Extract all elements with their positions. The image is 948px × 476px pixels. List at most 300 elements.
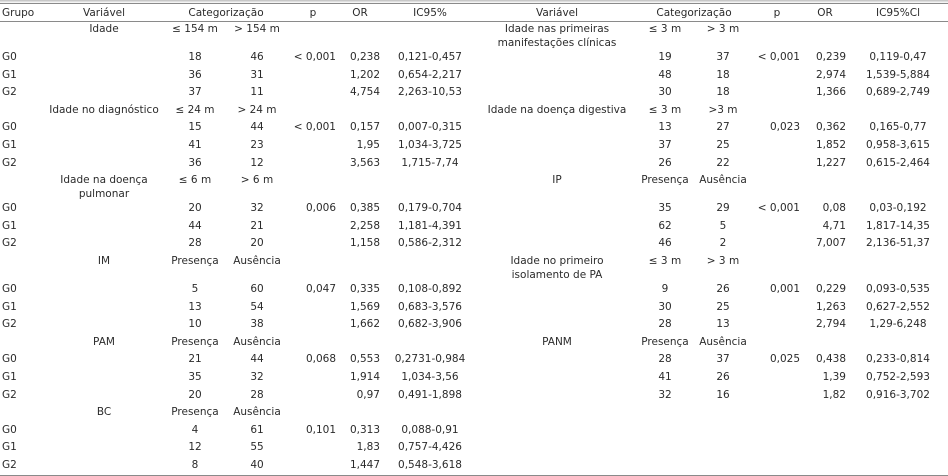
cell-p-left: 0,006: [305, 202, 336, 215]
cell-or-right: 1,366: [815, 86, 846, 99]
cell-variavel-right: [478, 405, 636, 423]
cell-cat2-left: > 154 m: [234, 23, 280, 35]
cell-ic95cl-right: [848, 22, 948, 51]
cell-cat2-right: 18: [716, 68, 730, 81]
cell-ic95cl-right: 0,916-3,702: [866, 388, 930, 401]
cell-cat1-right: ≤ 3 m: [648, 103, 682, 116]
cell-or-left: 1,95: [356, 138, 380, 151]
cell-variavel-right: [478, 440, 636, 458]
cell-ic95-left: [382, 173, 478, 201]
cell-cat2-left: 55: [250, 441, 264, 454]
cell-cat2-left: 44: [250, 121, 264, 134]
cell-ic95-left: 0,121-0,457: [398, 51, 462, 63]
cell-or-right: 1,852: [815, 138, 846, 151]
cell-variavel-left: [44, 423, 164, 441]
cell-cat1-left: 5: [191, 282, 199, 295]
cell-cat1-right: [636, 423, 694, 441]
cell-cat1-right: 62: [658, 219, 672, 232]
cell-cat1-right: 19: [658, 51, 672, 63]
cell-cat1-left: ≤ 6 m: [178, 174, 212, 187]
cell-cat1-left: Presença: [171, 406, 219, 419]
cell-variavel-right: [478, 423, 636, 441]
cell-cat2-right: 37: [716, 51, 730, 63]
cell-ic95cl-right: [848, 335, 948, 353]
cell-or-right: 2,794: [815, 318, 846, 331]
cell-cat2-left: > 24 m: [237, 103, 277, 116]
cell-cat1-left: Presença: [171, 254, 219, 267]
cell-ic95-left: [382, 254, 478, 282]
cell-grupo: G0: [2, 282, 17, 295]
cell-cat1-right: ≤ 3 m: [648, 23, 682, 35]
cell-or-left: 0,385: [349, 202, 380, 215]
cell-or-left: 1,662: [349, 318, 380, 331]
cell-or-right: 0,239: [815, 51, 846, 63]
cell-cat1-left: 36: [188, 68, 202, 81]
cell-grupo: G2: [2, 388, 17, 401]
cell-variavel-left: [44, 50, 164, 68]
cell-grupo: G2: [2, 86, 17, 99]
header-variavel-left: Variável: [44, 4, 164, 22]
cell-cat2-left: Ausência: [233, 254, 281, 267]
cell-p-left: [288, 458, 338, 476]
cell-cat1-left: 15: [188, 121, 202, 134]
cell-cat1-right: 28: [658, 318, 672, 331]
table-row: [0, 236, 948, 254]
cell-variavel-right: Idade na doença digestiva: [487, 103, 627, 116]
header-or-right: OR: [802, 4, 848, 22]
cell-or-left: 0,335: [349, 282, 380, 295]
table-row: [0, 370, 948, 388]
cell-cat1-left: 44: [188, 219, 202, 232]
cell-ic95cl-right: 0,119-0,47: [869, 51, 927, 63]
cell-ic95cl-right: 0,03-0,192: [869, 202, 927, 215]
cell-ic95cl-right: [848, 423, 948, 441]
cell-p-left: [288, 173, 338, 201]
cell-variavel-left: [44, 156, 164, 174]
results-table: [0, 3, 948, 476]
cell-ic95-left: 0,088-0,91: [401, 423, 459, 436]
cell-grupo: G0: [2, 353, 17, 366]
cell-cat2-left: 11: [250, 86, 264, 99]
cell-or-left: 1,914: [349, 370, 380, 383]
cell-cat1-left: 21: [188, 353, 202, 366]
cell-or-right: 1,227: [815, 156, 846, 169]
cell-grupo: G1: [2, 300, 17, 313]
cell-or-left: [338, 103, 382, 121]
cell-ic95-left: 0,548-3,618: [382, 458, 478, 476]
cell-p-right: 0,023: [769, 121, 800, 134]
table-row: [0, 68, 948, 86]
cell-or-left: 0,97: [356, 388, 380, 401]
cell-grupo: G1: [2, 138, 17, 151]
cell-p-right: [752, 458, 802, 476]
cell-cat1-left: 36: [188, 156, 202, 169]
cell-p-left: < 0,001: [293, 121, 336, 134]
cell-p-right: [752, 423, 802, 441]
cell-cat1-right: 37: [658, 138, 672, 151]
cell-grupo: G0: [2, 423, 17, 436]
cell-cat2-left: 31: [250, 68, 264, 81]
cell-or-left: [338, 405, 382, 423]
cell-or-right: 1,39: [822, 370, 846, 383]
cell-p-right: [752, 370, 802, 388]
cell-cat2-left: > 6 m: [240, 174, 274, 187]
cell-or-right: 1,82: [822, 388, 846, 401]
header-categorizacao-right: Categorização: [636, 4, 752, 22]
cell-or-left: [338, 173, 382, 201]
cell-p-left: [288, 335, 338, 353]
cell-grupo: G2: [0, 458, 44, 476]
cell-variavel-right: [478, 138, 636, 156]
cell-p-left: [288, 317, 338, 335]
cell-ic95cl-right: 2,136-51,37: [866, 237, 930, 250]
cell-p-left: [288, 138, 338, 156]
header-categorizacao-left: Categorização: [164, 4, 288, 22]
table-row: [0, 254, 948, 282]
table-row: [0, 440, 948, 458]
header-ic95-left: IC95%: [382, 4, 478, 22]
cell-or-left: [338, 22, 382, 51]
cell-or-right: 7,007: [815, 237, 846, 250]
cell-ic95-left: 0,2731-0,984: [394, 353, 466, 366]
cell-variavel-left: [44, 300, 164, 318]
cell-cat2-left: 38: [250, 318, 264, 331]
cell-or-right: 0,362: [815, 121, 846, 134]
cell-variavel-right: [478, 85, 636, 103]
table-row: [0, 423, 948, 441]
cell-p-left: [288, 440, 338, 458]
cell-or-right: 2,974: [815, 68, 846, 81]
cell-variavel-left: [44, 236, 164, 254]
header-variavel-right: Variável: [478, 4, 636, 22]
cell-or-left: 1,202: [349, 68, 380, 81]
cell-cat2-left: 44: [250, 353, 264, 366]
cell-cat1-right: 30: [658, 300, 672, 313]
cell-variavel-right: [478, 68, 636, 86]
cell-p-left: [288, 103, 338, 121]
cell-ic95-left: 1,034-3,56: [401, 370, 459, 383]
table-row: [0, 120, 948, 138]
cell-variavel-left: [44, 458, 164, 476]
cell-cat2-right: 26: [716, 282, 730, 295]
cell-or-right: [802, 405, 848, 423]
cell-cat2-left: 21: [250, 219, 264, 232]
cell-p-left: [288, 370, 338, 388]
cell-cat1-left: 35: [188, 370, 202, 383]
cell-p-right: [752, 236, 802, 254]
cell-cat1-left: 41: [188, 138, 202, 151]
cell-variavel-right: [478, 50, 636, 68]
header-p-right: p: [752, 4, 802, 22]
cell-p-right: [752, 103, 802, 121]
cell-ic95cl-right: 0,615-2,464: [866, 156, 930, 169]
cell-cat2-left: 32: [250, 202, 264, 215]
cell-variavel-left: [44, 388, 164, 406]
cell-or-left: 0,313: [349, 423, 380, 436]
cell-cat1-right: ≤ 3 m: [648, 254, 682, 267]
cell-p-right: [752, 440, 802, 458]
cell-ic95-left: [382, 22, 478, 51]
cell-cat2-left: 54: [250, 300, 264, 313]
table-row: [0, 156, 948, 174]
cell-p-right: [752, 68, 802, 86]
cell-variavel-right: [478, 201, 636, 219]
cell-cat2-right: [694, 458, 752, 476]
cell-p-left: [288, 300, 338, 318]
cell-cat2-right: Ausência: [699, 174, 747, 187]
table-row: [0, 85, 948, 103]
cell-or-left: 1,569: [349, 300, 380, 313]
cell-ic95-left: 0,007-0,315: [398, 121, 462, 134]
cell-cat2-left: Ausência: [233, 335, 281, 348]
table-row: [0, 335, 948, 353]
cell-cat1-right: 26: [658, 156, 672, 169]
cell-variavel-right: [478, 219, 636, 237]
cell-cat2-right: [694, 440, 752, 458]
cell-cat1-right: Presença: [641, 335, 689, 348]
cell-ic95-left: 1,034-3,725: [398, 138, 462, 151]
cell-p-right: 0,025: [769, 353, 800, 366]
cell-cat2-left: 60: [250, 282, 264, 295]
header-row: [0, 4, 948, 22]
cell-variavel-left: [44, 440, 164, 458]
cell-or-left: 2,258: [349, 219, 380, 232]
cell-ic95-left: 1,181-4,391: [398, 219, 462, 232]
cell-p-left: [288, 156, 338, 174]
header-ic95cl-right: IC95%Cl: [848, 4, 948, 22]
cell-or-right: 4,71: [822, 219, 846, 232]
cell-grupo: G1: [2, 441, 17, 454]
cell-variavel-left: [44, 85, 164, 103]
header-grupo: Grupo: [0, 4, 44, 22]
cell-ic95cl-right: 1,539-5,884: [866, 68, 930, 81]
cell-or-right: [802, 458, 848, 476]
table-row: [0, 300, 948, 318]
cell-grupo: [0, 173, 44, 201]
cell-cat1-right: 46: [658, 237, 672, 250]
cell-variavel-left: Idade: [89, 23, 119, 35]
table-row: [0, 50, 948, 68]
cell-p-left: [288, 388, 338, 406]
cell-cat1-right: 28: [658, 353, 672, 366]
cell-or-right: [802, 254, 848, 282]
cell-p-left: < 0,001: [293, 51, 336, 63]
table-row: [0, 405, 948, 423]
cell-cat2-right: Ausência: [699, 335, 747, 348]
cell-cat1-left: 20: [188, 202, 202, 215]
cell-p-left: [288, 405, 338, 423]
table-row: [0, 458, 948, 476]
cell-cat2-right: 2: [719, 237, 727, 250]
table-row: [0, 317, 948, 335]
cell-ic95-left: 0,586-2,312: [398, 237, 462, 250]
cell-or-left: 1,447: [338, 458, 382, 476]
cell-or-left: 4,754: [349, 86, 380, 99]
cell-or-left: 0,553: [349, 353, 380, 366]
cell-ic95cl-right: 0,752-2,593: [866, 370, 930, 383]
cell-ic95-left: [382, 405, 478, 423]
cell-cat2-left: 46: [250, 51, 264, 63]
cell-or-right: [802, 173, 848, 201]
cell-variavel-right: PANM: [542, 335, 572, 348]
table-row: [0, 103, 948, 121]
cell-grupo: G0: [2, 51, 17, 63]
cell-variavel-right: [478, 458, 636, 476]
cell-ic95cl-right: [848, 458, 948, 476]
cell-grupo: [0, 103, 44, 121]
cell-cat2-right: 25: [716, 300, 730, 313]
cell-p-right: [752, 85, 802, 103]
cell-ic95-left: [382, 335, 478, 353]
cell-ic95cl-right: 1,817-14,35: [866, 219, 930, 232]
cell-ic95-left: 0,179-0,704: [398, 202, 462, 215]
cell-or-right: [802, 22, 848, 51]
cell-variavel-left: [44, 68, 164, 86]
cell-p-left: 0,101: [305, 423, 336, 436]
cell-cat2-left: 12: [250, 156, 264, 169]
cell-ic95-left: 0,682-3,906: [398, 318, 462, 331]
cell-cat2-right: [694, 405, 752, 423]
cell-cat1-right: 30: [658, 86, 672, 99]
cell-ic95cl-right: [848, 440, 948, 458]
cell-variavel-left: [44, 201, 164, 219]
cell-p-left: 0,047: [305, 282, 336, 295]
cell-cat2-right: 26: [716, 370, 730, 383]
cell-cat1-right: [636, 458, 694, 476]
cell-or-left: 1,83: [356, 441, 380, 454]
cell-variavel-left: [44, 120, 164, 138]
cell-grupo: G0: [2, 121, 17, 134]
cell-or-left: 0,157: [349, 121, 380, 134]
cell-cat2-right: 18: [716, 86, 730, 99]
cell-variavel-right: [478, 120, 636, 138]
cell-cat1-left: ≤ 154 m: [172, 23, 218, 35]
cell-grupo: G1: [2, 68, 17, 81]
cell-cat2-right: > 3 m: [706, 23, 740, 35]
cell-p-right: [752, 317, 802, 335]
table-row: [0, 219, 948, 237]
cell-cat2-right: 13: [716, 318, 730, 331]
cell-variavel-right: Idade no primeiro isolamento de PA: [510, 254, 604, 281]
cell-or-right: [802, 103, 848, 121]
table-row: [0, 352, 948, 370]
cell-grupo: [0, 335, 44, 353]
cell-or-left: [338, 335, 382, 353]
cell-cat1-right: 9: [661, 282, 669, 295]
cell-grupo: G1: [2, 219, 17, 232]
cell-variavel-right: [478, 300, 636, 318]
cell-cat2-right: 29: [716, 202, 730, 215]
cell-ic95cl-right: 0,627-2,552: [866, 300, 930, 313]
cell-cat2-left: 61: [250, 423, 264, 436]
cell-variavel-right: [478, 282, 636, 300]
cell-cat2-right: 27: [716, 121, 730, 134]
cell-p-left: [288, 236, 338, 254]
cell-or-right: [802, 423, 848, 441]
cell-cat2-right: 5: [719, 219, 727, 232]
cell-ic95-left: 0,683-3,576: [398, 300, 462, 313]
cell-p-right: 0,001: [769, 282, 800, 295]
cell-grupo: G0: [2, 202, 17, 215]
cell-cat2-left: Ausência: [233, 406, 281, 419]
cell-variavel-right: [478, 317, 636, 335]
cell-ic95cl-right: 1,29-6,248: [869, 318, 927, 331]
cell-p-right: < 0,001: [757, 202, 800, 215]
cell-ic95cl-right: [848, 254, 948, 282]
cell-cat1-right: Presença: [641, 174, 689, 187]
cell-ic95cl-right: [848, 173, 948, 201]
cell-ic95cl-right: 0,093-0,535: [866, 282, 930, 295]
cell-or-left: 3,563: [349, 156, 380, 169]
cell-variavel-right: Idade nas primeiras manifestações clínicas: [497, 23, 617, 49]
cell-grupo: G2: [2, 318, 17, 331]
cell-cat2-left: 20: [250, 237, 264, 250]
cell-grupo: [0, 22, 44, 51]
cell-p-left: [288, 219, 338, 237]
cell-ic95cl-right: 0,689-2,749: [866, 86, 930, 99]
header-p-left: p: [288, 4, 338, 22]
cell-p-left: [288, 254, 338, 282]
cell-cat1-right: [636, 440, 694, 458]
cell-variavel-left: [44, 282, 164, 300]
cell-variavel-left: [44, 352, 164, 370]
cell-cat1-left: 18: [188, 51, 202, 63]
cell-ic95cl-right: 0,233-0,814: [866, 353, 930, 366]
cell-ic95cl-right: 0,165-0,77: [869, 121, 927, 134]
cell-cat2-right: 22: [716, 156, 730, 169]
cell-cat2-left: 32: [250, 370, 264, 383]
cell-or-right: 0,229: [815, 282, 846, 295]
cell-cat1-right: 41: [658, 370, 672, 383]
cell-cat1-left: 20: [188, 388, 202, 401]
cell-variavel-right: [478, 156, 636, 174]
cell-ic95cl-right: [848, 405, 948, 423]
cell-ic95-left: [382, 103, 478, 121]
cell-p-left: 0,068: [305, 353, 336, 366]
table-body: [0, 22, 948, 476]
table-row: [0, 388, 948, 406]
cell-or-right: [802, 335, 848, 353]
cell-variavel-left: Idade no diagnóstico: [49, 103, 159, 116]
cell-ic95cl-right: [848, 103, 948, 121]
cell-or-right: [802, 440, 848, 458]
cell-cat1-right: 48: [658, 68, 672, 81]
cell-variavel-left: [44, 219, 164, 237]
cell-variavel-right: [478, 388, 636, 406]
cell-cat1-right: 13: [658, 121, 672, 134]
cell-cat2-right: 37: [716, 353, 730, 366]
cell-p-right: [752, 405, 802, 423]
cell-p-right: [752, 388, 802, 406]
cell-p-right: [752, 254, 802, 282]
cell-variavel-left: [44, 370, 164, 388]
table-row: [0, 138, 948, 156]
cell-cat2-right: > 3 m: [706, 254, 740, 267]
cell-p-right: [752, 138, 802, 156]
cell-cat1-left: 28: [188, 237, 202, 250]
cell-or-right: 0,08: [822, 202, 846, 215]
cell-variavel-right: IP: [552, 174, 562, 187]
cell-cat2-left: 23: [250, 138, 264, 151]
cell-cat2-right: [694, 423, 752, 441]
cell-cat1-left: 10: [188, 318, 202, 331]
cell-variavel-left: PAM: [93, 335, 115, 348]
cell-ic95-left: 1,715-7,74: [401, 156, 459, 169]
cell-or-left: 0,238: [349, 51, 380, 63]
cell-cat1-left: ≤ 24 m: [175, 103, 215, 116]
cell-cat2-right: 16: [716, 388, 730, 401]
cell-grupo: [0, 254, 44, 282]
